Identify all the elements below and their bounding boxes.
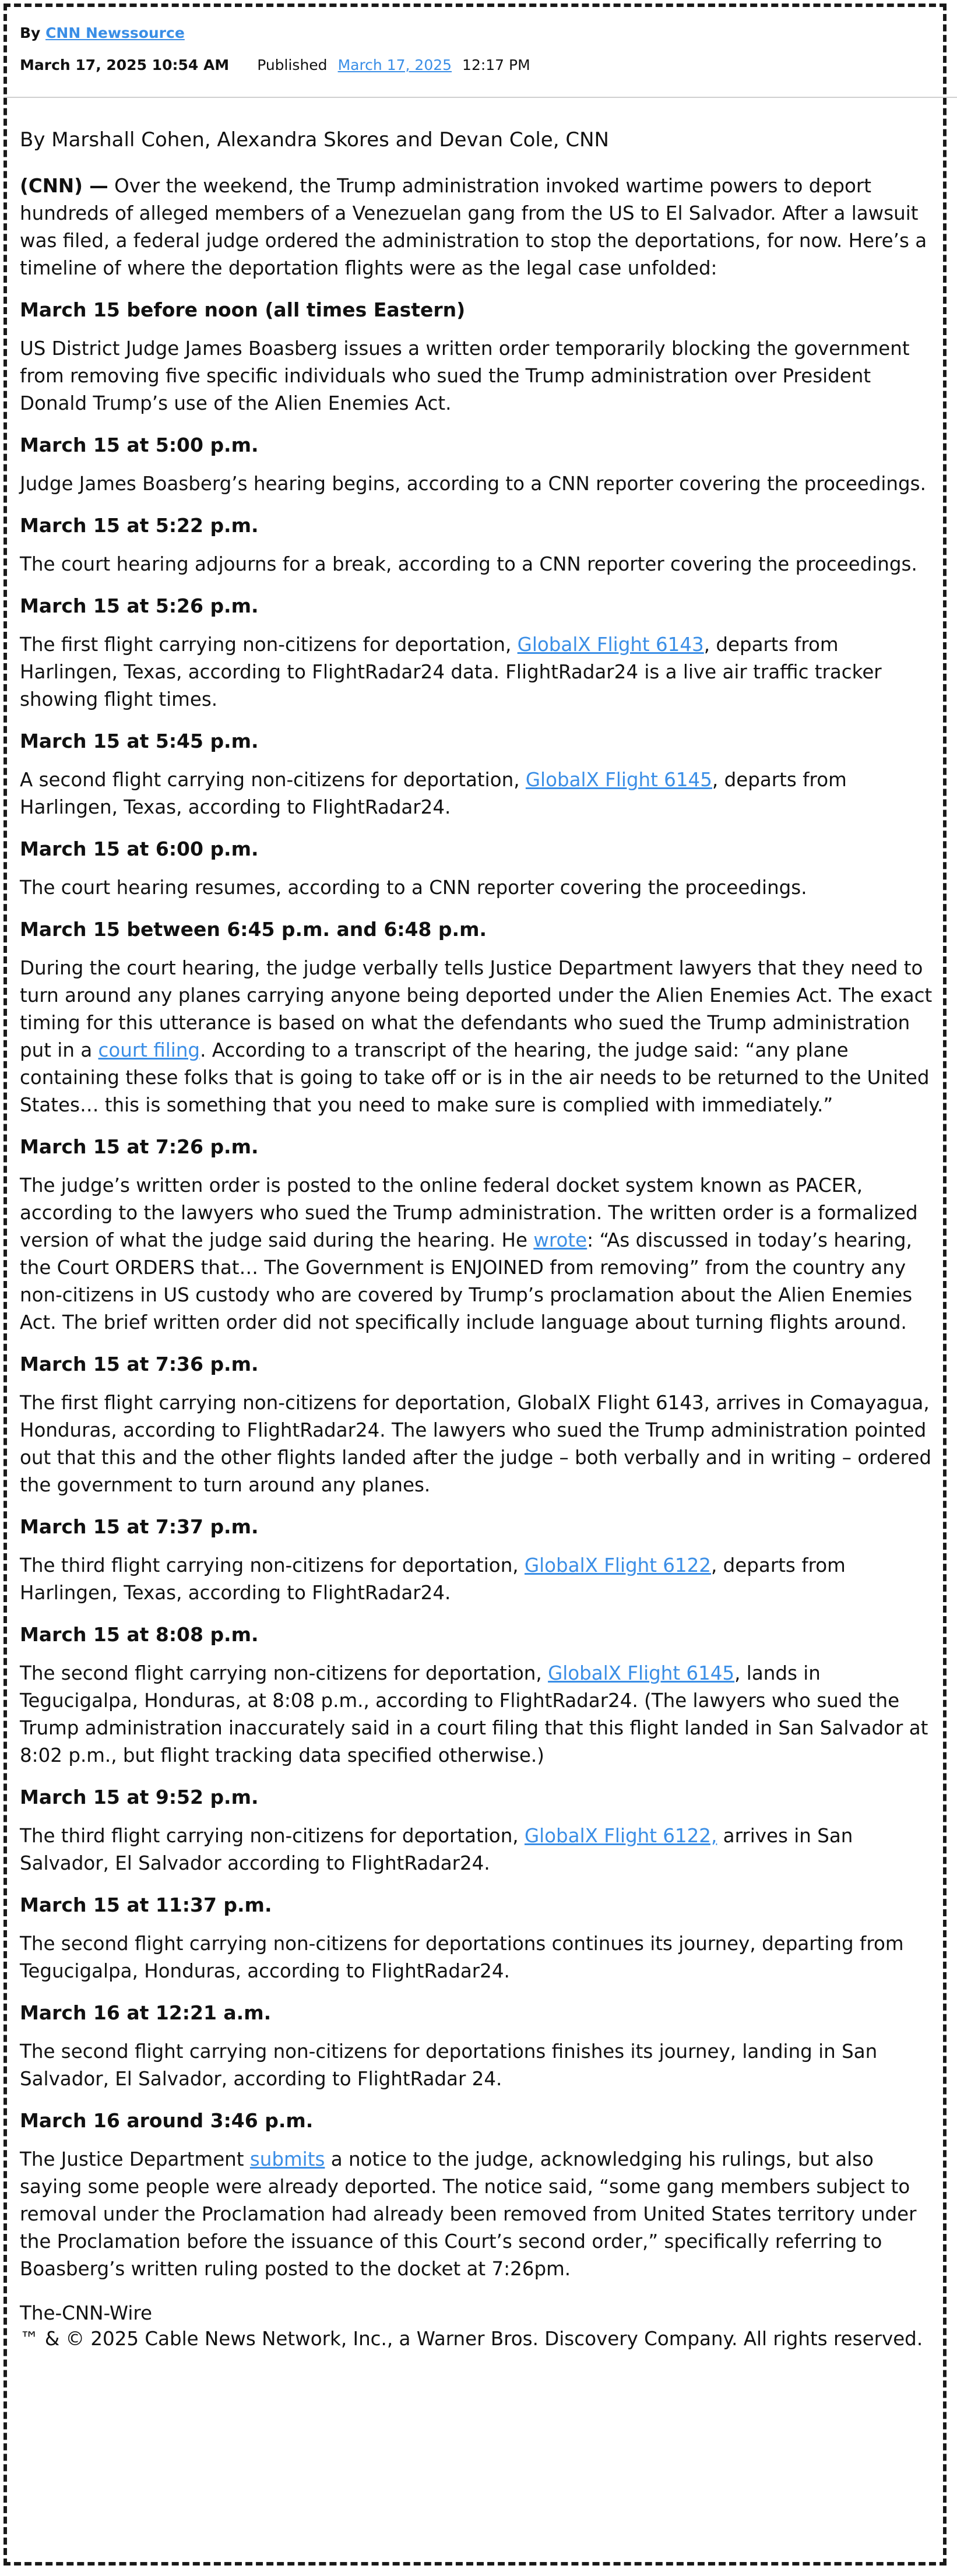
entry-text <box>20 551 941 578</box>
entry-text-pre: The court hearing resumes, according to a CNN reporter covering the proceedings. <box>20 877 807 899</box>
entry-heading: March 15 at 9:52 p.m. <box>20 1786 259 1808</box>
lede-text: Over the weekend, the Trump administration invoked wartime powers to deport hundreds of alleged members of a Venezuelan gang from the US to El Salvador. After a lawsuit was filed, a federal judge ordered the administration to stop the deportations, for now. Here’s a timeline of where the deportation flights were as the legal case unfolded: <box>20 175 927 279</box>
entry-text-pre: Judge James Boasberg’s hearing begins, according to a CNN reporter covering the proceedings. <box>20 473 926 495</box>
entry-heading: March 15 before noon (all times Eastern) <box>20 298 466 321</box>
entry-heading: March 15 at 7:26 p.m. <box>20 1135 259 1158</box>
timeline-entry <box>20 592 941 713</box>
source-byline <box>20 24 941 41</box>
published-date-link[interactable]: March 17, 2025 <box>337 57 452 73</box>
entry-text-pre: The judge’s written order is posted to the online federal docket system known as PACER, according to the lawyers who sued the Trump administration. The written order is a formalized version of what the judge said during the hearing. He <box>20 1174 918 1251</box>
entry-text-post: : “As discussed in today’s hearing, the Court ORDERS that… The Government is ENJOINED from removing” from the country any non-citizens in US custody who are covered by Trump’s proclamation about the Alien Enemies Act. The brief written order did not specifically include language about turning flights around. <box>20 1229 913 1333</box>
published-label: Published <box>257 57 328 73</box>
entry-text-pre: The Justice Department <box>20 2148 250 2170</box>
entry-text-post: , lands in Tegucigalpa, Honduras, at 8:08 p.m., according to FlightRadar24. (The lawyers who sued the Trump administration inaccurately said in a court filing that this flight landed in San Salvador at 8:02 p.m., but flight tracking data specified otherwise.) <box>20 1662 928 1766</box>
by-label: By <box>20 24 41 41</box>
timeline-entry <box>20 727 941 821</box>
entry-text <box>20 1822 941 1877</box>
entry-text-pre: During the court hearing, the judge verbally tells Justice Department lawyers that they need to turn around any planes carrying anyone being deported under the Alien Enemies Act. The exact timing for this utterance is based on what the defendants who sued the Trump administration put in a <box>20 957 933 1061</box>
entry-heading: March 15 at 7:36 p.m. <box>20 1353 259 1375</box>
entry-text <box>20 1660 941 1769</box>
entry-heading: March 15 at 5:22 p.m. <box>20 514 259 537</box>
entry-text <box>20 631 941 713</box>
entry-text <box>20 955 941 1119</box>
timeline-entry <box>20 835 941 902</box>
entry-text-pre: US District Judge James Boasberg issues a written order temporarily blocking the government from removing five specific individuals who sued the Trump administration over President Donald Trump’s use of the Alien Enemies Act. <box>20 337 910 414</box>
lede-paragraph <box>20 173 941 282</box>
entry-text <box>20 766 941 821</box>
timeline-entry <box>20 916 941 1119</box>
entry-text-post: . According to a transcript of the hearing, the judge said: “any plane containing these folks that is going to take off or is in the air needs to be returned to the United States… this is something that you need to make sure is complied with immediately.” <box>20 1039 930 1116</box>
entry-text-post: , departs from Harlingen, Texas, according to FlightRadar24. <box>20 1554 846 1604</box>
entry-heading: March 16 at 12:21 a.m. <box>20 2001 272 2024</box>
entry-link[interactable]: GlobalX Flight 6122 <box>524 1554 711 1576</box>
entry-text-pre: The second flight carrying non-citizens for deportation, <box>20 1662 548 1684</box>
entry-link[interactable]: court filing <box>98 1039 200 1061</box>
source-link[interactable]: CNN Newssource <box>45 24 185 41</box>
timeline-entry <box>20 512 941 578</box>
timeline-entry <box>20 1999 941 2093</box>
dateline: (CNN) — <box>20 175 108 197</box>
copyright: ™ & © 2025 Cable News Network, Inc., a Warner Bros. Discovery Company. All rights reserved. <box>20 2328 923 2350</box>
article-meta <box>20 57 941 73</box>
entry-link[interactable]: GlobalX Flight 6122, <box>524 1825 717 1847</box>
timestamp: March 17, 2025 10:54 AM <box>20 57 230 73</box>
entry-text-pre: The second flight carrying non-citizens for deportations finishes its journey, landing in San Salvador, El Salvador, according to FlightRadar 24. <box>20 2040 878 2090</box>
footer <box>20 2300 941 2352</box>
entry-text <box>20 2038 941 2093</box>
entry-text-pre: The second flight carrying non-citizens for deportations continues its journey, departing from Tegucigalpa, Honduras, according to FlightRadar24. <box>20 1933 904 1982</box>
entry-text-pre: A second flight carrying non-citizens for deportation, <box>20 769 526 791</box>
entry-text-pre: The first flight carrying non-citizens for deportation, GlobalX Flight 6143, arrives in Comayagua, Honduras, according to FlightRadar24. The lawyers who sued the Trump administration pointed out that this and the other flights landed after the judge – both verbally and in writing – ordered the government to turn around any planes. <box>20 1392 931 1496</box>
entry-heading: March 15 at 5:00 p.m. <box>20 434 259 456</box>
entry-text-post: , departs from Harlingen, Texas, according to FlightRadar24. <box>20 769 847 818</box>
timeline-entry <box>20 1891 941 1985</box>
timeline-entry <box>20 1783 941 1877</box>
entry-text <box>20 1552 941 1607</box>
timeline-entry <box>20 1350 941 1499</box>
entry-link[interactable]: submits <box>249 2148 325 2170</box>
entry-text <box>20 2146 941 2283</box>
timeline-entry <box>20 1513 941 1607</box>
entry-text <box>20 335 941 417</box>
entry-text-post: , departs from Harlingen, Texas, according to FlightRadar24 data. FlightRadar24 is a live air traffic tracker showing flight times. <box>20 634 882 710</box>
wire-credit: The-CNN-Wire <box>20 2302 152 2324</box>
entry-heading: March 16 around 3:46 p.m. <box>20 2109 314 2132</box>
article <box>20 16 941 2352</box>
authors-byline: By Marshall Cohen, Alexandra Skores and Devan Cole, CNN <box>20 128 609 152</box>
entry-text <box>20 1389 941 1499</box>
timeline-entry <box>20 296 941 417</box>
entry-text-pre: The court hearing adjourns for a break, according to a CNN reporter covering the proceedings. <box>20 553 917 575</box>
timeline-entry <box>20 1621 941 1769</box>
entry-text-pre: The third flight carrying non-citizens for deportation, <box>20 1554 525 1576</box>
entry-heading: March 15 at 11:37 p.m. <box>20 1894 272 1916</box>
entry-text <box>20 874 941 902</box>
entry-text <box>20 470 941 498</box>
entry-text-post: a notice to the judge, acknowledging his rulings, but also saying some people were already deported. The notice said, “some gang members subject to removal under the Proclamation had already been removed from United States territory under the Proclamation before the issuance of this Court’s second order,” specifically referring to Boasberg’s written ruling posted to the docket at 7:26pm. <box>20 2148 917 2280</box>
entry-heading: March 15 at 5:45 p.m. <box>20 730 259 752</box>
entry-link[interactable]: GlobalX Flight 6145 <box>525 769 712 791</box>
entry-heading: March 15 at 5:26 p.m. <box>20 594 259 617</box>
entry-link[interactable]: wrote <box>533 1229 587 1251</box>
entry-text <box>20 1930 941 1985</box>
entry-text-pre: The third flight carrying non-citizens for deportation, <box>20 1825 525 1847</box>
timeline-entry <box>20 431 941 498</box>
timeline-entry <box>20 1133 941 1336</box>
entry-heading: March 15 at 7:37 p.m. <box>20 1515 259 1538</box>
timeline-entry <box>20 2107 941 2283</box>
entry-heading: March 15 at 6:00 p.m. <box>20 837 259 860</box>
entry-heading: March 15 at 8:08 p.m. <box>20 1623 259 1646</box>
entry-heading: March 15 between 6:45 p.m. and 6:48 p.m. <box>20 918 487 941</box>
published-time: 12:17 PM <box>462 57 530 73</box>
timeline <box>20 296 941 2283</box>
entry-text-pre: The first flight carrying non-citizens for deportation, <box>20 634 518 656</box>
entry-text <box>20 1172 941 1336</box>
entry-text-post: arrives in San Salvador, El Salvador according to FlightRadar24. <box>20 1825 853 1874</box>
entry-link[interactable]: GlobalX Flight 6143 <box>517 634 704 656</box>
divider <box>3 97 957 98</box>
entry-link[interactable]: GlobalX Flight 6145 <box>548 1662 735 1684</box>
